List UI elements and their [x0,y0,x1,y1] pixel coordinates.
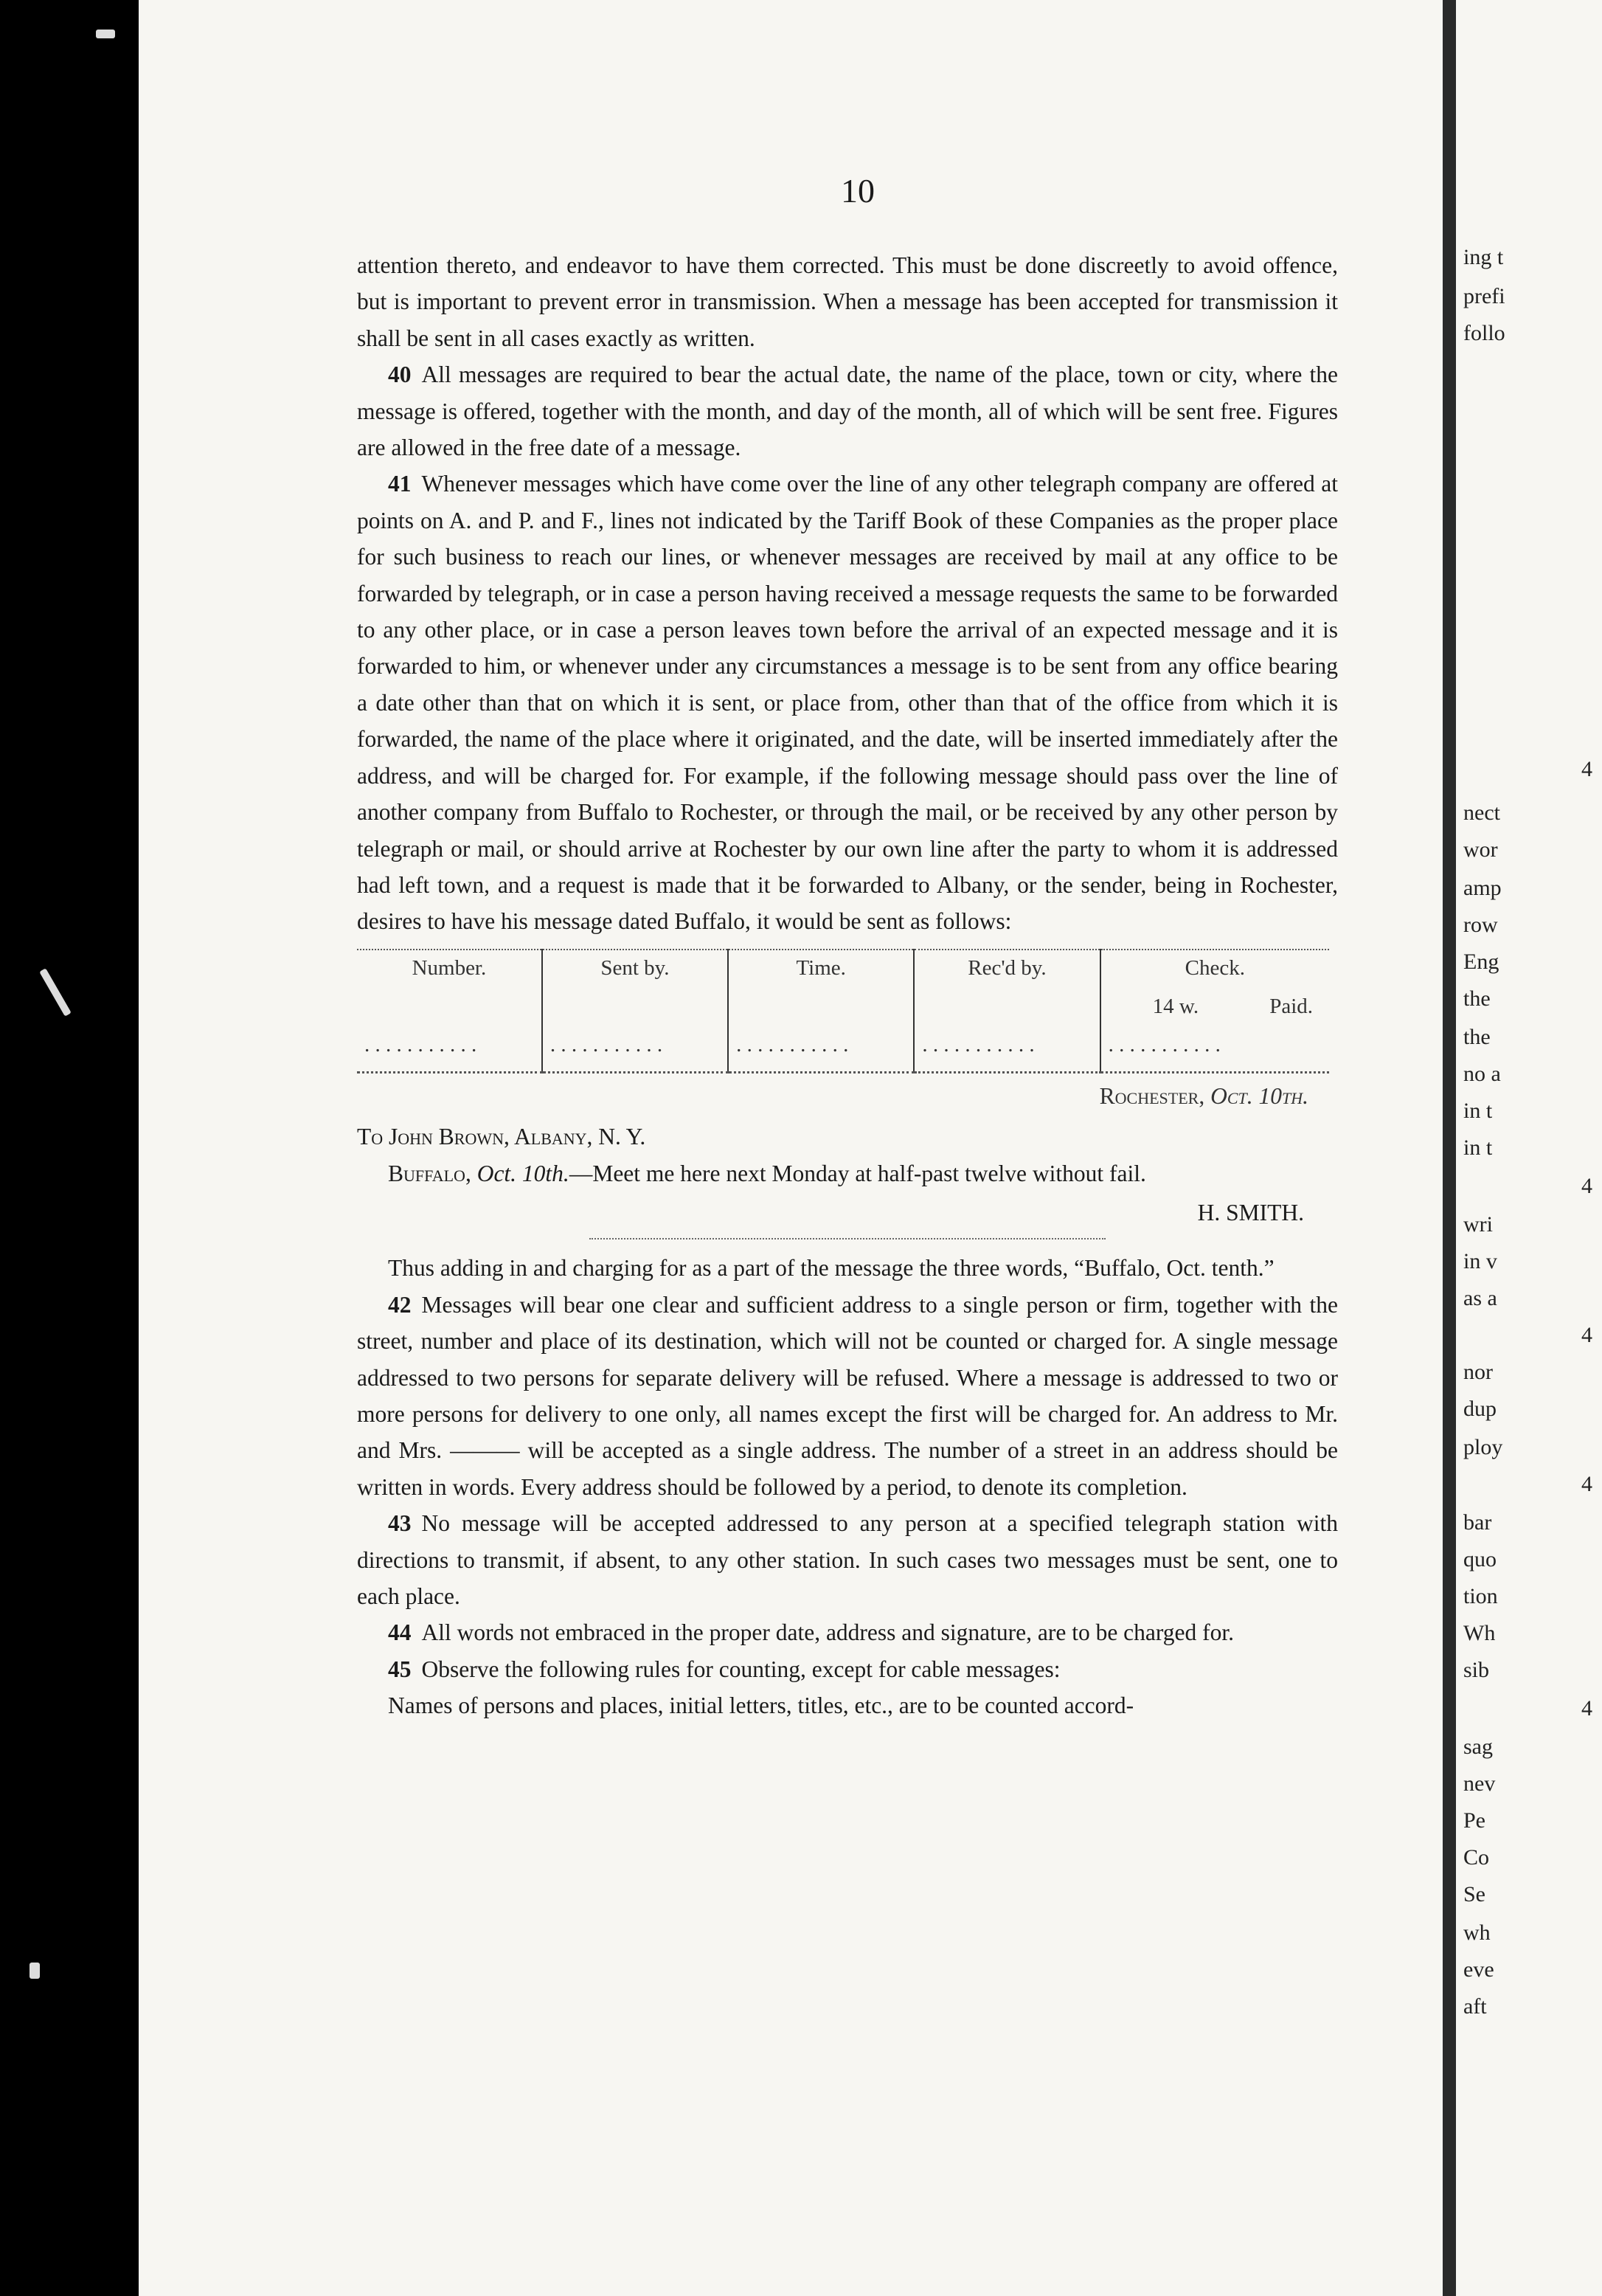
example-message-text: —Meet me here next Monday at half-past twelve without fail. [569,1160,1146,1186]
paragraph-number: 42 [388,1291,412,1318]
right-page-fragment: no a [1463,1062,1501,1086]
paragraph-number: 41 [388,471,412,497]
form-header-recd-by: Rec'd by. [914,950,1100,989]
form-cell [728,989,914,1027]
form-header-number: Number. [412,955,487,980]
right-page-fragment: 4 [1581,1174,1592,1198]
margin-speck [96,30,115,38]
right-page-fragment: sib [1463,1658,1490,1682]
page-number: 10 [841,172,875,210]
paragraph-41 [357,466,1338,939]
check-paid: Paid. [1269,994,1313,1018]
right-page-fragment: 4 [1581,1696,1592,1721]
right-page-fragment: wor [1463,837,1498,862]
right-page-fragment: Pe [1463,1808,1485,1833]
example-date: Oct. 10th. [476,1160,569,1186]
right-page-fragment: quo [1463,1547,1497,1571]
right-page-fragment: row [1463,913,1498,937]
dateline-date: Oct. 10th. [1210,1082,1308,1109]
right-page-fragment: the [1463,986,1491,1011]
right-page-fragment: in t [1463,1099,1493,1123]
paragraph-text: Messages will bear one clear and sufficient address to a single person or firm, together with the street, number and place of its destination, which will not be counted or charged for. A single message addressed to two persons for separate delivery will be refused. Where a message is addressed to two or more persons for delivery to one only, all names except the first will be charged for. An address to Mr. and Mrs. ——— will be accepted as a single address. The number of a street in an address should be written in words. Every address should be followed by a period, to denote its completion. [357,1291,1338,1500]
right-page-fragment: in v [1463,1249,1497,1273]
example-signature: H. SMITH. [1197,1199,1304,1225]
example-place: Buffalo, [388,1160,471,1186]
right-page-fragment: eve [1463,1957,1494,1982]
paragraph-43 [357,1505,1338,1614]
right-page-fragment: the [1463,1025,1491,1049]
paragraph-text: Observe the following rules for counting, except for cable messages: [421,1656,1061,1682]
form-header-time: Time. [728,950,914,989]
right-page-fragment: tion [1463,1584,1498,1608]
paragraph-number: 43 [388,1510,412,1537]
right-page-fragment: in t [1463,1135,1493,1160]
right-page-fragment: ploy [1463,1435,1503,1459]
right-page-fragment: Wh [1463,1621,1496,1645]
message-form-table [357,949,1329,1073]
form-cell [542,989,728,1027]
form-check-cell [1100,989,1329,1027]
right-page-fragment: nect [1463,801,1500,825]
form-cell: . . . . . . . . . . . [357,1027,542,1073]
right-page-fragment: Se [1463,1882,1485,1906]
right-page-fragment: prefi [1463,284,1505,308]
right-page-fragment: 4 [1581,1472,1592,1496]
paragraph-42 [357,1287,1338,1505]
form-cell [357,989,542,1027]
example-addressee: To John Brown, Albany, N. Y. [357,1124,646,1150]
paragraph-text: All words not embraced in the proper date, address and signature, are to be charged for. [421,1619,1235,1646]
form-row [357,1027,1329,1073]
book-gutter [1443,0,1456,2296]
right-page-fragment: sag [1463,1735,1493,1759]
right-page-fragment: ing t [1463,245,1504,269]
form-header-row [357,950,1329,989]
right-page-fragment: nev [1463,1771,1496,1796]
page-body [357,247,1338,1724]
form-cell: . . . . . . . . . . . [1100,1027,1329,1073]
form-cell [914,989,1100,1027]
right-page-fragment: wri [1463,1212,1493,1237]
paragraph-number: 45 [388,1656,412,1682]
form-header-check: Check. [1100,950,1329,989]
paragraph-names: Names of persons and places, initial letters, titles, etc., are to be counted accord- [388,1692,1134,1719]
paragraph-number: 40 [388,362,412,388]
dateline-place: Rochester, [1099,1082,1205,1109]
paragraph-45 [357,1651,1338,1687]
paragraph-continued: attention thereto, and endeavor to have them corrected. This must be done discreetly to avoid offence, but is important to prevent error in transmission. When a message has been accepted for transmission it shall be sent in all cases exactly as written. [357,252,1338,351]
right-page-fragment: Co [1463,1845,1490,1870]
check-word-count: 14 w. [1152,994,1199,1018]
right-page-edge [1456,0,1602,2296]
paragraph-text: Whenever messages which have come over the line of any other telegraph company are offered at points on A. and P. and F., lines not indicated by the Tariff Book of these Companies as the proper place for such business to reach our lines, or whenever messages are received by mail at any office to be forwarded by telegraph, or in case a person having received a message requests the same to be forwarded to any other place, or in case a person leaves town before the arrival of an expected message and it is forwarded to him, or whenever under any circumstances a message is to be sent from any office bearing a date other than that on which it is sent, or place from, other than that of the office from which it is forwarded, the name of the place where it originated, and the date, will be inserted immediately after the address, and will be charged for. For example, if the following message should pass over the line of another company from Buffalo to Rochester, or through the mail, or be received by any other person by telegraph or mail, or should arrive at Rochester by our own line after the party to whom it is addressed had left town, and a request is made that it be forwarded to Albany, or the sender, being in Rochester, desires to have his message dated Buffalo, it would be sent as follows: [357,471,1338,935]
right-page-fragment: aft [1463,1994,1487,2019]
paragraph-text: All messages are required to bear the actual date, the name of the place, town or city, where the message is offered, together with the month, and day of the month, all of which will be sent free. Figures are allowed in the free date of a message. [357,362,1338,461]
right-page-fragment: dup [1463,1397,1497,1421]
right-page-fragment: amp [1463,876,1502,900]
paragraph-44 [357,1614,1338,1650]
form-cell: . . . . . . . . . . . [728,1027,914,1073]
right-page-fragment: bar [1463,1510,1492,1535]
margin-speck [39,968,72,1017]
right-page-fragment: 4 [1581,757,1592,781]
right-page-fragment: 4 [1581,1323,1592,1347]
divider [589,1238,1106,1239]
right-page-fragment: Eng [1463,950,1499,974]
paragraph-40 [357,356,1338,466]
form-row [357,989,1329,1027]
paragraph-adding: Thus adding in and charging for as a part of the message the three words, “Buffalo, Oct. tenth.” [388,1255,1275,1282]
paragraph-text: No message will be accepted addressed to any person at a specified telegraph station with directions to transmit, if absent, to any other station. In such cases two messages must be sent, one to each place. [357,1510,1338,1609]
form-cell: . . . . . . . . . . . [542,1027,728,1073]
margin-speck [30,1963,40,1979]
form-dateline [357,1078,1338,1114]
form-header-sent-by: Sent by. [542,950,728,989]
right-page-fragment: as a [1463,1286,1497,1310]
example-message [357,1155,1338,1192]
form-cell: . . . . . . . . . . . [914,1027,1100,1073]
right-page-fragment: follo [1463,321,1505,345]
paragraph-number: 44 [388,1619,412,1646]
right-page-fragment: wh [1463,1920,1491,1945]
right-page-fragment: nor [1463,1360,1493,1384]
